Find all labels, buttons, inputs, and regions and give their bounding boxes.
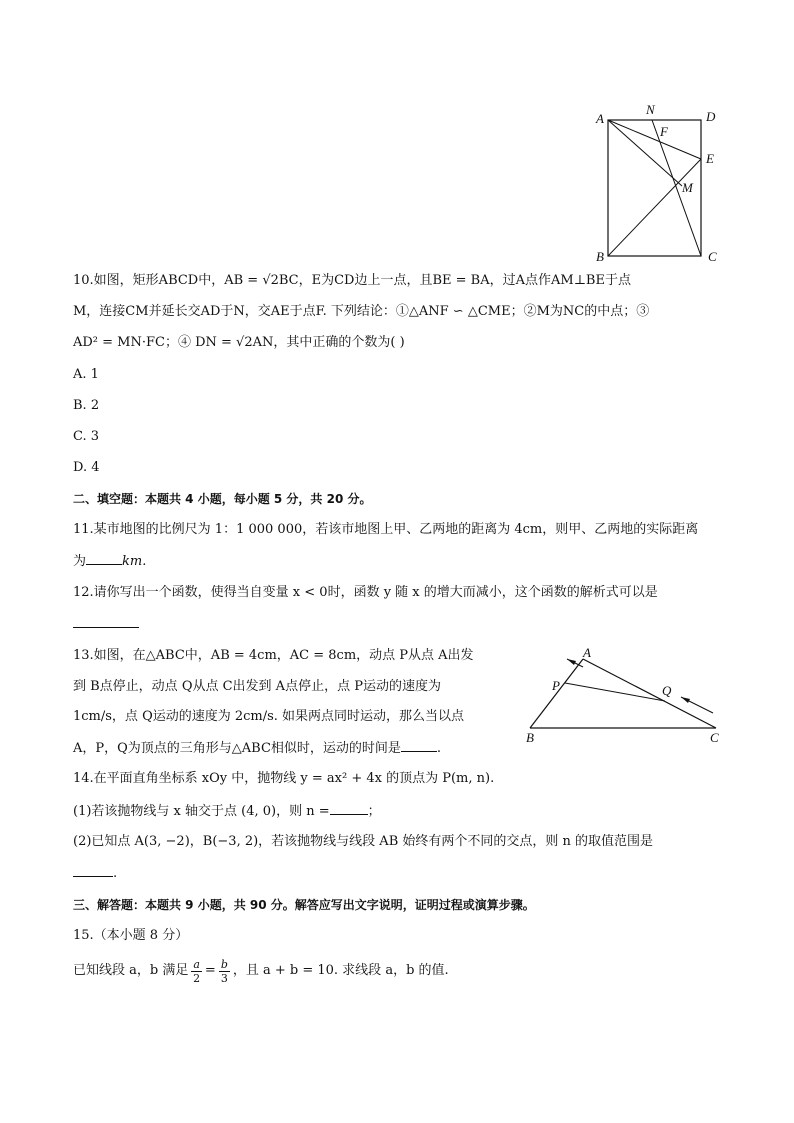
fraction1-numerator: a <box>193 957 200 971</box>
q10-option-a: A. 1 <box>73 367 99 382</box>
q13-line1: 13.如图，在△ABC中，AB = 4cm，AC = 8cm，动点 P从点 A出发 <box>73 648 474 663</box>
segment-nc <box>652 120 701 256</box>
segment-be <box>608 159 701 256</box>
q14-sub1-text: (1)若该抛物线与 x 轴交于点 (4, 0)，则 n = <box>73 804 330 819</box>
label-a2: A <box>583 645 591 660</box>
q13-line4-end: . <box>436 741 442 756</box>
segment-ab <box>530 659 583 728</box>
label-c2: C <box>710 730 719 745</box>
section2-heading: 二、填空题：本题共 4 小题，每小题 5 分，共 20 分。 <box>73 492 372 506</box>
equals-sign: = <box>204 963 216 978</box>
segment-pq <box>565 683 665 701</box>
label-p: P <box>552 678 560 693</box>
q11-line1: 11.某市地图的比例尺为 1：1 000 000，若该市地图上甲、乙两地的距离为 4cm，则甲、乙两地的实际距离 <box>73 522 699 537</box>
fraction1-denominator: 2 <box>193 971 201 985</box>
q14-sub2-blank[interactable] <box>73 864 113 877</box>
label-f: F <box>660 124 668 139</box>
q13-answer-blank[interactable] <box>401 739 437 752</box>
q15-text-post: ，且 a + b = 10. 求线段 a，b 的值. <box>232 963 449 978</box>
label-q: Q <box>662 683 672 698</box>
label-c: C <box>708 249 717 264</box>
arrow-q-head <box>681 697 690 703</box>
label-n: N <box>646 102 655 117</box>
q14-sub2-end: . <box>113 866 118 881</box>
figure-triangle-abc <box>520 645 725 745</box>
q12-answer-blank[interactable] <box>73 615 139 628</box>
arrow-p-head <box>567 659 576 665</box>
label-m: M <box>682 180 693 195</box>
q13-line4-text: A，P，Q为顶点的三角形与△ABC相似时，运动的时间是 <box>73 741 401 756</box>
q10-line3: AD² = MN·FC；④ DN = √2AN，其中正确的个数为( ) <box>73 335 405 350</box>
fraction-b-over-3 <box>219 958 230 985</box>
label-b2: B <box>526 730 534 745</box>
q13-line2: 到 B点停止，动点 Q从点 C出发到 A点停止，点 P运动的速度为 <box>73 679 441 694</box>
q14-sub1-end: ； <box>367 804 381 819</box>
q11-answer-blank[interactable] <box>86 552 122 565</box>
figure-rectangle-abcd <box>590 100 730 265</box>
q13-line3: 1cm/s，点 Q运动的速度为 2cm/s. 如果两点同时运动，那么当以点 <box>73 709 465 724</box>
label-e: E <box>706 151 714 166</box>
fraction2-numerator: b <box>220 957 228 971</box>
q14-sub2-answer <box>73 864 117 883</box>
q15-text <box>73 954 449 988</box>
label-b: B <box>596 249 604 264</box>
section3-heading: 三、解答题：本题共 9 小题，共 90 分。解答应写出文字说明，证明过程或演算步骤。 <box>73 898 535 912</box>
q14-sub1 <box>73 802 381 821</box>
segment-am <box>608 120 682 186</box>
q10-line1: 10.如图，矩形ABCD中，AB = √2BC，E为CD边上一点，且BE = BA，过A点作AM⊥BE于点 <box>73 273 631 288</box>
q11-line2 <box>73 552 146 571</box>
q13-line4 <box>73 739 441 758</box>
q15-text-pre: 已知线段 a，b 满足 <box>73 963 189 978</box>
q12-line1: 12.请你写出一个函数，使得当自变量 x < 0时，函数 y 随 x 的增大而减小，这个函数的解析式可以是 <box>73 585 658 600</box>
q10-option-b: B. 2 <box>73 398 100 413</box>
q10-option-c: C. 3 <box>73 429 100 444</box>
q10-line2: M，连接CM并延长交AD于N，交AE于点F. 下列结论：①△ANF ∽ △CME；②M为NC的中点；③ <box>73 304 650 319</box>
q15-title: 15.（本小题 8 分） <box>73 928 189 943</box>
q14-sub2: (2)已知点 A(3, −2)，B(−3, 2)，若该抛物线与线段 AB 始终有两个不同的交点，则 n 的取值范围是 <box>73 834 654 849</box>
q14-line1: 14.在平面直角坐标系 xOy 中，抛物线 y = ax² + 4x 的顶点为 P(m, n). <box>73 771 495 786</box>
q11-prefix: 为 <box>73 554 87 569</box>
label-d: D <box>706 109 716 124</box>
fraction-a-over-2 <box>191 958 202 985</box>
q14-sub1-blank[interactable] <box>330 802 368 815</box>
q10-option-d: D. 4 <box>73 460 100 475</box>
segment-ac <box>583 659 716 728</box>
q11-unit: km. <box>122 554 147 569</box>
fraction2-denominator: 3 <box>220 971 228 985</box>
label-a: A <box>596 111 604 126</box>
